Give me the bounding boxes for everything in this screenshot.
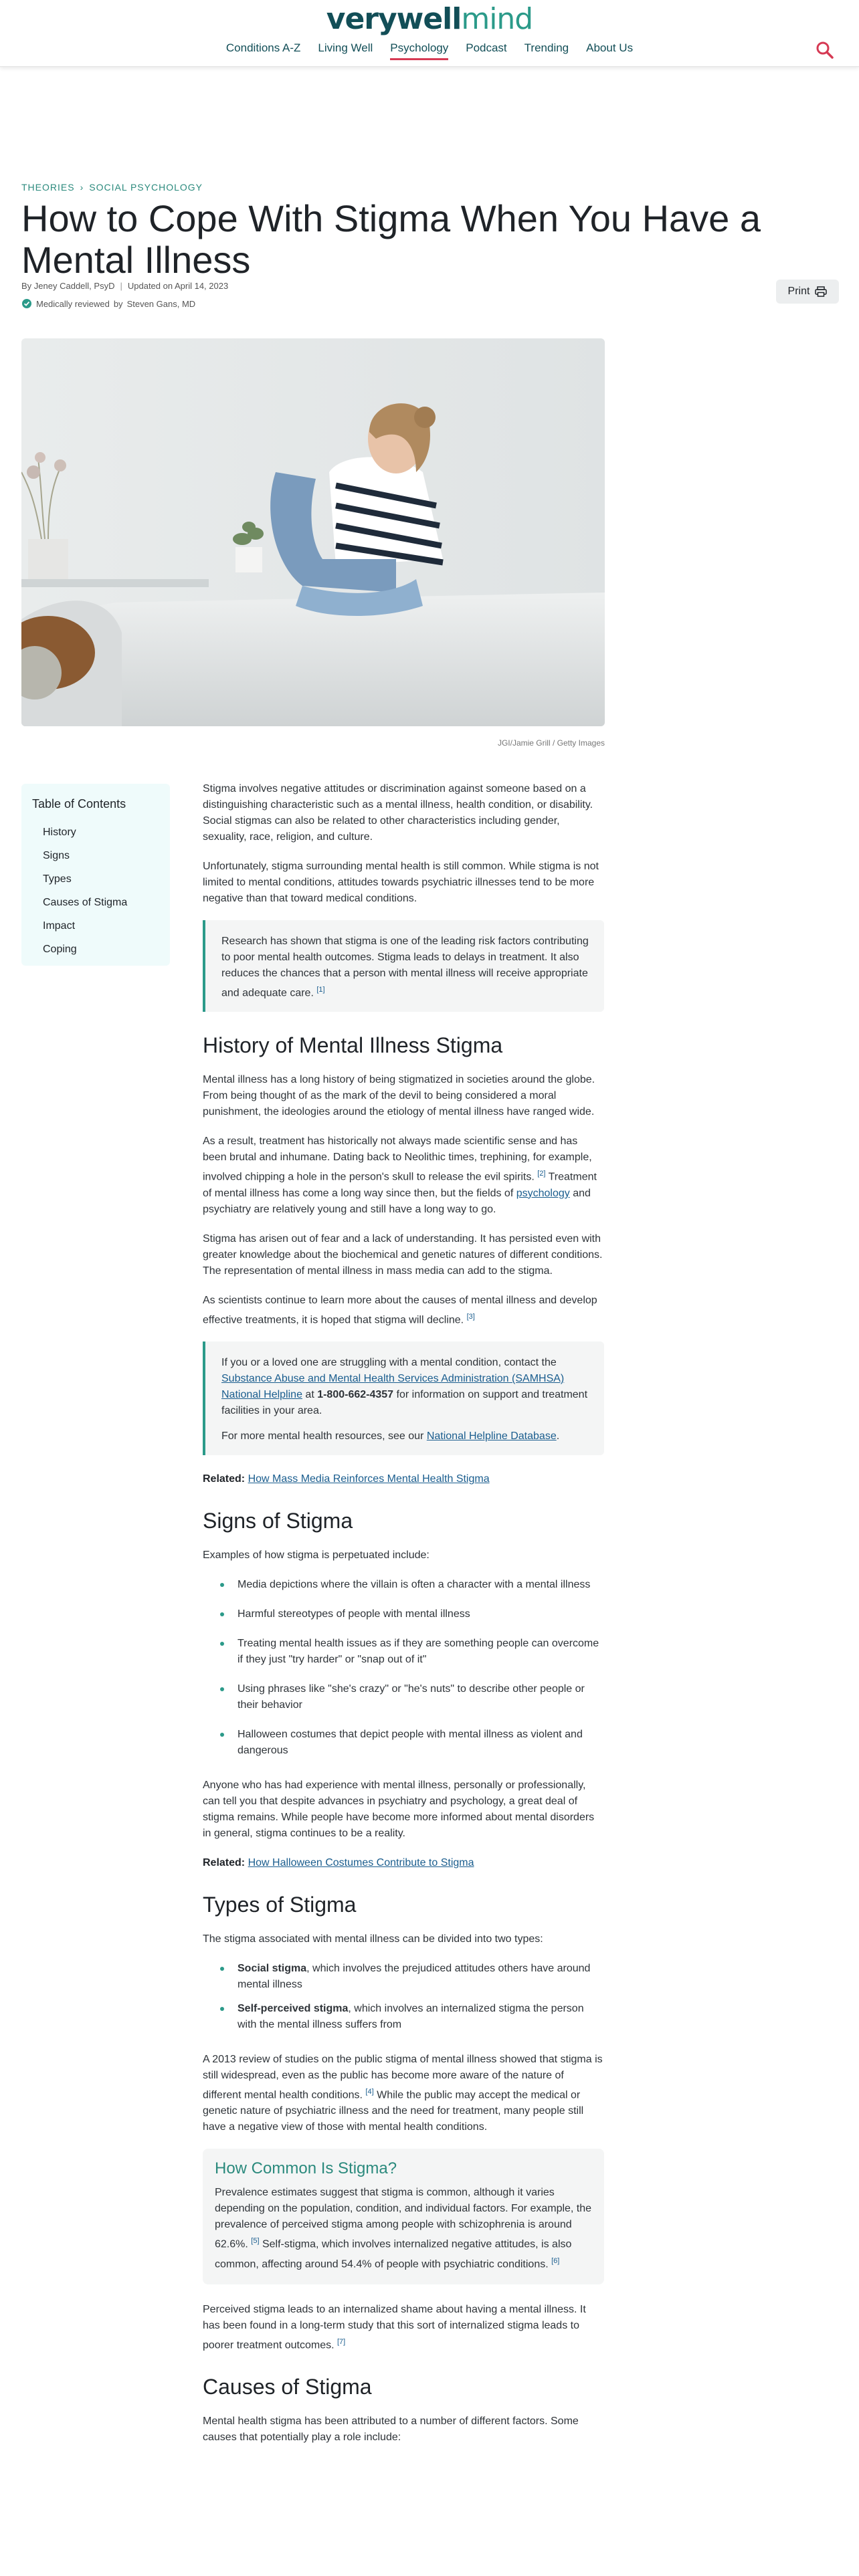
list-item: Treating mental health issues as if they are something people can overcome if they just "try harder" or "snap out of it" — [203, 1636, 604, 1668]
nav-conditions[interactable]: Conditions A-Z — [225, 41, 301, 54]
how-common-heading: How Common Is Stigma? — [215, 2159, 397, 2178]
printer-icon — [815, 286, 827, 297]
citation-link[interactable]: [6] — [551, 2256, 560, 2265]
search-icon[interactable] — [815, 40, 835, 60]
print-button[interactable]: Print — [776, 280, 839, 304]
citation-link[interactable]: [4] — [365, 2087, 374, 2096]
citation-link[interactable]: [2] — [537, 1170, 546, 1178]
paragraph: Perceived stigma leads to an internalized shame about having a mental illness. It has been found in a long-term study that this sort of internalized stigma leads to poorer treatment outcomes. [7] — [203, 2303, 586, 2351]
list-item: Using phrases like "she's crazy" or "he's nuts" to describe other people or their behavior — [203, 1681, 604, 1713]
nav-podcast[interactable]: Podcast — [466, 41, 507, 54]
nav-about-us[interactable]: About Us — [586, 41, 634, 54]
citation-link[interactable]: [3] — [466, 1312, 475, 1321]
hero-image — [21, 338, 605, 726]
reviewer-link[interactable]: Steven Gans, MD — [126, 298, 196, 309]
related-link-block: Related: How Halloween Costumes Contribute to Stigma — [203, 1856, 474, 1868]
toc-item-types[interactable]: Types — [43, 873, 72, 885]
psychology-link[interactable]: psychology — [516, 1187, 570, 1199]
list-item: Harmful stereotypes of people with mental illness — [203, 1606, 604, 1622]
related-link-block: Related: How Mass Media Reinforces Mental Health Stigma — [203, 1473, 490, 1485]
paragraph: The stigma associated with mental illness can be divided into two types: — [203, 1933, 543, 1945]
site-logo[interactable]: verywellmind — [326, 2, 533, 36]
table-of-contents — [21, 784, 170, 966]
paragraph: Anyone who has had experience with mental illness, personally or professionally, can tell you that despite advances in psychiatry and psychology, a great deal of stigma remains. While people have become more informed about mental disorders in general, stigma continues to be a reality. — [203, 1779, 595, 1839]
list-item: Self-perceived stigma, which involves an internalized stigma the person with the mental illness suffers from — [203, 2001, 604, 2033]
list-item: Media depictions where the villain is often a character with a mental illness — [203, 1577, 604, 1593]
helpline-callout: If you or a loved one are struggling with a mental condition, contact the Substance Abuse and Mental Health Services Administration (SAMHSA) National Helpline at 1-800-662-4357 for information on support and treatment facilities in your area. For more mental health resources, see our National Helpline Database. — [203, 1341, 604, 1455]
updated-date: Updated on April 14, 2023 — [127, 281, 229, 291]
research-callout: Research has shown that stigma is one of the leading risk factors contributing to poor mental health outcomes. Stigma leads to delays in treatment. It also reduces the chances that a person with mental illness will receive appropriate and adequate care. [1] — [203, 920, 604, 1012]
paragraph: As a result, treatment has historically not always made scientific sense and has been brutal and inhumane. Dating back to Neolithic times, trephining, for example, involved chipping a hole in the person's skull to release the evil spirits. [2] Treatment of mental illness has come a long way since then, but the fields of psychology and psychiatry are relatively young and still have a long way to go. — [203, 1136, 597, 1215]
section-heading-signs: Signs of Stigma — [203, 1508, 353, 1533]
breadcrumb-separator: › — [80, 182, 84, 193]
article-body — [203, 781, 604, 2459]
signs-list — [203, 1577, 604, 1759]
breadcrumb-theories[interactable]: THEORIES — [21, 182, 75, 193]
how-common-box: How Common Is Stigma? Prevalence estimates suggest that stigma is common, although it varies depending on the population, condition, and individual factors. For example, the prevalence of perceived stigma among people with schizophrenia is around 62.6%. [5] Self-stigma, which involves internalized negative attitudes, is also common, affecting around 54.4% of people with psychiatric conditions. [6] — [203, 2149, 604, 2284]
toc-item-signs[interactable]: Signs — [43, 850, 70, 861]
toc-item-history[interactable]: History — [43, 827, 76, 838]
nav-living-well[interactable]: Living Well — [318, 41, 373, 54]
related-article-link[interactable]: How Halloween Costumes Contribute to Stigma — [248, 1856, 474, 1868]
nav-psychology[interactable]: Psychology — [390, 41, 448, 60]
related-article-link[interactable]: How Mass Media Reinforces Mental Health Stigma — [248, 1473, 490, 1485]
nav-trending[interactable]: Trending — [524, 41, 569, 54]
site-header — [0, 0, 859, 67]
intro-paragraph: Stigma involves negative attitudes or discrimination against someone based on a distinguishing characteristic such as a mental illness, health condition, or disability. Social stigmas can also be related to other characteristics including gender, sexuality, race, religion, and culture. — [203, 783, 593, 843]
check-badge-icon — [21, 298, 32, 309]
citation-link[interactable]: [5] — [251, 2237, 260, 2246]
author-link[interactable]: Jeney Caddell, PsyD — [33, 281, 115, 291]
image-credit: JGI/Jamie Grill / Getty Images — [497, 738, 605, 748]
samhsa-helpline-link[interactable]: Substance Abuse and Mental Health Services Administration (SAMHSA) National Helpline — [221, 1372, 565, 1400]
main-nav — [0, 41, 859, 60]
paragraph: As scientists continue to learn more about the causes of mental illness and develop effective treatments, it is hoped that stigma will decline. [3] — [203, 1294, 597, 1325]
types-list — [203, 1961, 604, 2033]
list-item: Halloween costumes that depict people with mental illness as violent and dangerous — [203, 1727, 604, 1759]
medically-reviewed-link[interactable]: Medically reviewed — [36, 298, 110, 309]
paragraph: Mental health stigma has been attributed to a number of different factors. Some causes that potentially play a role include: — [203, 2416, 579, 2444]
toc-item-impact[interactable]: Impact — [43, 920, 76, 932]
toc-title: Table of Contents — [32, 797, 126, 811]
section-heading-history: History of Mental Illness Stigma — [203, 1033, 503, 1058]
paragraph: Examples of how stigma is perpetuated include: — [203, 1549, 430, 1561]
breadcrumb-social-psychology[interactable]: SOCIAL PSYCHOLOGY — [89, 182, 203, 193]
breadcrumb — [21, 182, 203, 193]
paragraph: A 2013 review of studies on the public stigma of mental illness showed that stigma is still widespread, even as the public has become more aware of the nature of different mental health conditions. [4] While the public may accept the medical or genetic nature of psychiatric illness and the need for treatment, many people still have a negative view of those with mental health conditions. — [203, 2053, 603, 2133]
helpline-database-link[interactable]: National Helpline Database — [426, 1430, 557, 1442]
byline: By Jeney Caddell, PsyD | Updated on April 14, 2023 — [21, 281, 229, 291]
list-item: Social stigma, which involves the prejudiced attitudes others have around mental illness — [203, 1961, 604, 1993]
intro-paragraph: Unfortunately, stigma surrounding mental health is still common. While stigma is not limited to mental conditions, attitudes towards psychiatric illnesses tend to be more negative than that toward medical conditions. — [203, 861, 599, 904]
toc-item-coping[interactable]: Coping — [43, 944, 77, 955]
paragraph: Stigma has arisen out of fear and a lack of understanding. It has persisted even with greater knowledge about the biochemical and genetic natures of different conditions. The representation of mental illness in mass media can add to the stigma. — [203, 1232, 603, 1277]
medical-review: Medically reviewed by Steven Gans, MD — [21, 298, 195, 309]
page-title: How to Cope With Stigma When You Have a Mental Illness — [21, 197, 761, 281]
paragraph: Mental illness has a long history of being stigmatized in societies around the globe. From being thought of as the mark of the devil to being considered a moral punishment, the ideologies around the etiology of mental illness have ranged wide. — [203, 1074, 595, 1118]
toc-item-causes[interactable]: Causes of Stigma — [43, 897, 128, 908]
section-heading-causes: Causes of Stigma — [203, 2375, 372, 2399]
citation-link[interactable]: [1] — [316, 986, 325, 994]
section-heading-types: Types of Stigma — [203, 1892, 357, 1917]
citation-link[interactable]: [7] — [337, 2337, 346, 2346]
helpline-phone: 1-800-662-4357 — [317, 1388, 394, 1400]
